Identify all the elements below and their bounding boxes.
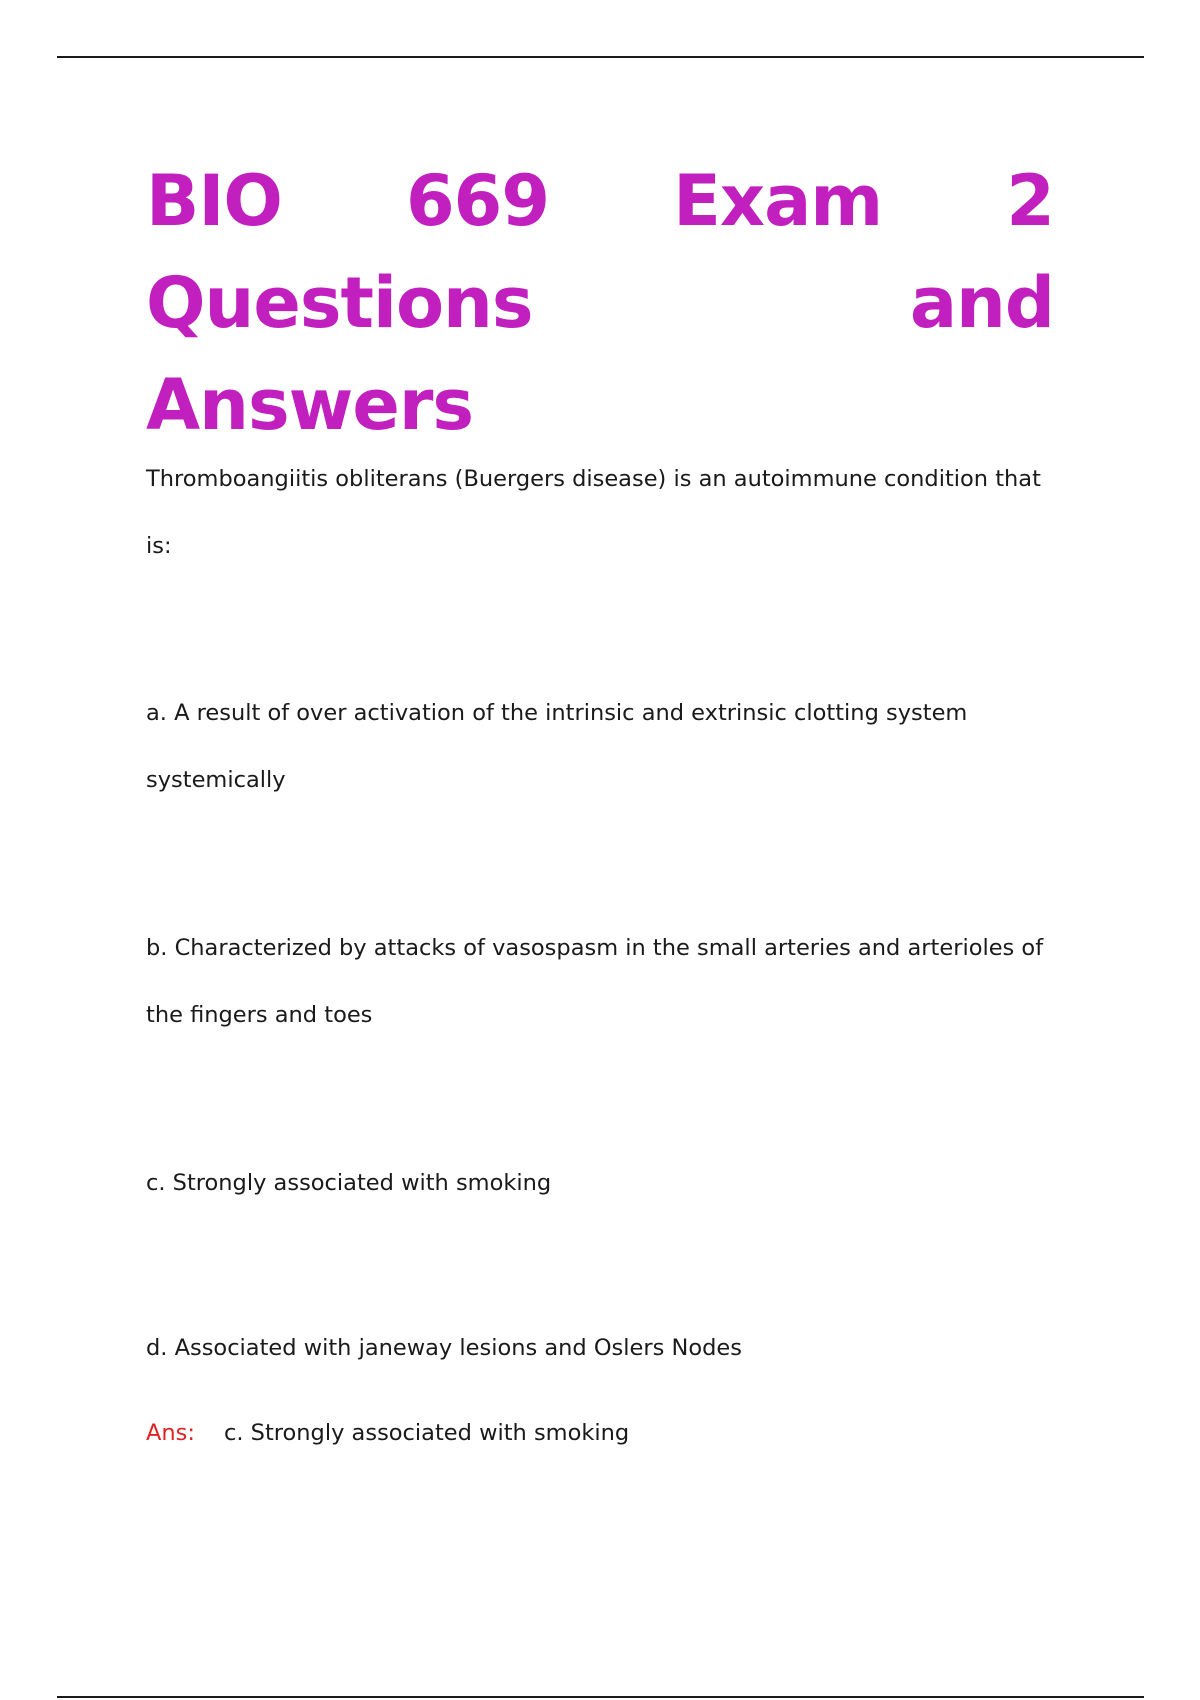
title-word: BIO [146,160,282,242]
option-b: b. Characterized by attacks of vasospasm in the small arteries and arterioles of the fingers and toes [146,935,1044,1028]
title-line-1 [146,150,1054,252]
answer-line [146,1400,1054,1467]
option-c: c. Strongly associated with smoking [146,1170,552,1196]
title-word: 669 [405,160,550,242]
top-rule [57,56,1144,58]
option-a: a. A result of over activation of the intrinsic and extrinsic clotting system systemically [146,700,968,793]
title-word: Exam [673,160,883,242]
title-word: 2 [1006,160,1054,242]
document-title [146,150,1054,456]
answer-text: c. Strongly associated with smoking [224,1420,630,1446]
title-line-2: Questions and Answers [146,262,1054,446]
answer-label: Ans: [146,1420,195,1446]
question-text: Thromboangiitis obliterans (Buergers disease) is an autoimmune condition that is: [146,466,1041,559]
bottom-rule [57,1696,1144,1698]
option-d: d. Associated with janeway lesions and Oslers Nodes [146,1335,742,1361]
